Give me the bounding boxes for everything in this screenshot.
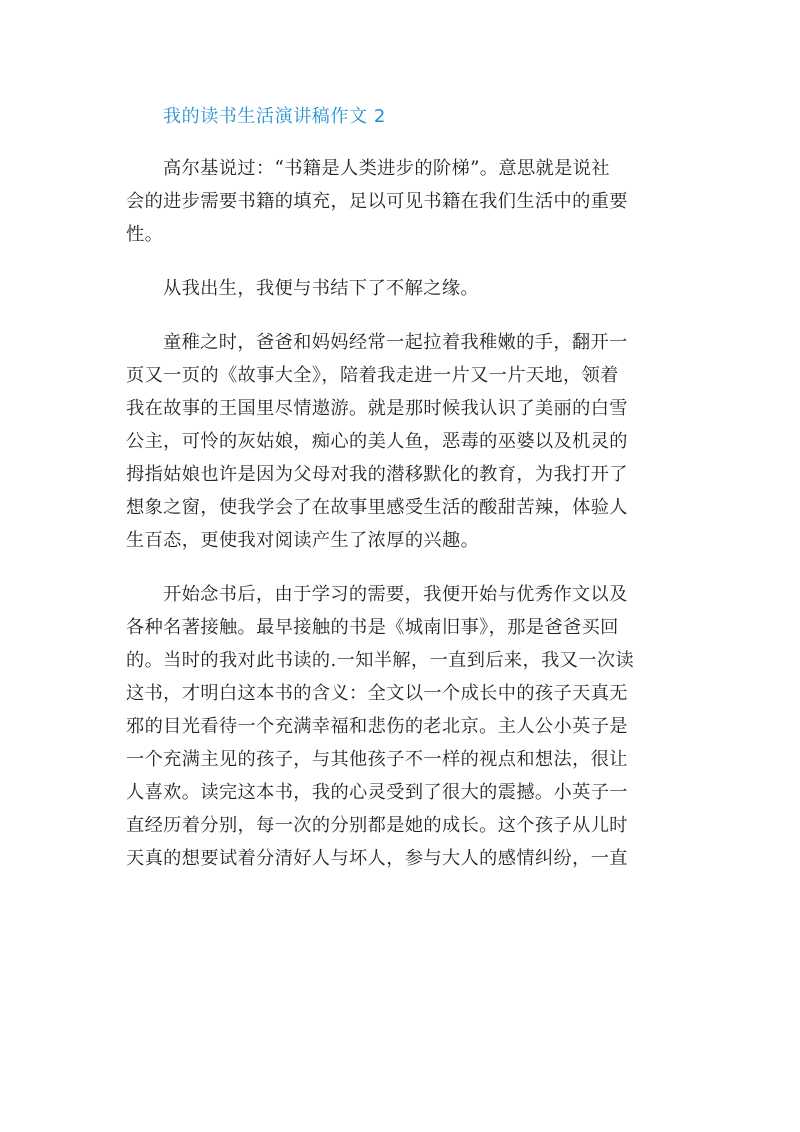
text-line: 童稚之时，爸爸和妈妈经常一起拉着我稚嫩的手，翻开一 <box>163 332 628 353</box>
text-line: 页又一页的《故事大全》，陪着我走进一片又一片天地，领着 <box>126 365 619 386</box>
paragraph-school <box>126 578 637 875</box>
text-line: 拇指姑娘也许是因为父母对我的潜移默化的教育，为我打开了 <box>126 464 628 485</box>
document-body <box>126 103 637 896</box>
text-line: 这书，才明白这本书的含义：全文以一个成长中的孩子天真无 <box>126 683 628 704</box>
text-line: 直经历着分别，每一次的分别都是她的成长。这个孩子从儿时 <box>126 815 628 836</box>
paragraph-birth <box>163 272 637 305</box>
text-line: 公主，可怜的灰姑娘，痴心的美人鱼，恶毒的巫婆以及机灵的 <box>126 431 628 452</box>
text-line: 我在故事的王国里尽情遨游。就是那时候我认识了美丽的白雪 <box>126 398 628 419</box>
text-line: 从我出生，我便与书结下了不解之缘。 <box>163 278 479 299</box>
text-line: 高尔基说过：“书籍是人类进步的阶梯”。意思就是说社 <box>163 158 610 179</box>
text-line: 开始念书后，由于学习的需要，我便开始与优秀作文以及 <box>163 584 628 605</box>
text-line: 一个充满主见的孩子，与其他孩子不一样的视点和想法，很让 <box>126 749 628 770</box>
text-line: 天真的想要试着分清好人与坏人，参与大人的感情纠纷，一直 <box>126 848 628 869</box>
text-line: 人喜欢。读完这本书，我的心灵受到了很大的震撼。小英子一 <box>126 782 628 803</box>
text-line: 会的进步需要书籍的填充，足以可见书籍在我们生活中的重要 <box>126 191 628 212</box>
paragraph-childhood <box>126 326 637 557</box>
text-line: 邪的目光看待一个充满幸福和悲伤的老北京。主人公小英子是 <box>126 716 628 737</box>
text-line: 各种名著接触。最早接触的书是《城南旧事》，那是爸爸买回 <box>126 617 619 638</box>
text-line: 想象之窗，使我学会了在故事里感受生活的酸甜苦辣，体验人 <box>126 497 628 518</box>
document-title: 我的读书生活演讲稿作文 2 <box>163 106 386 127</box>
text-line: 的。当时的我对此书读的.一知半解，一直到后来，我又一次读 <box>126 650 635 671</box>
text-line: 性。 <box>126 224 164 245</box>
paragraph-gorky-quote <box>126 152 637 251</box>
text-line: 生百态，更使我对阅读产生了浓厚的兴趣。 <box>126 530 480 551</box>
